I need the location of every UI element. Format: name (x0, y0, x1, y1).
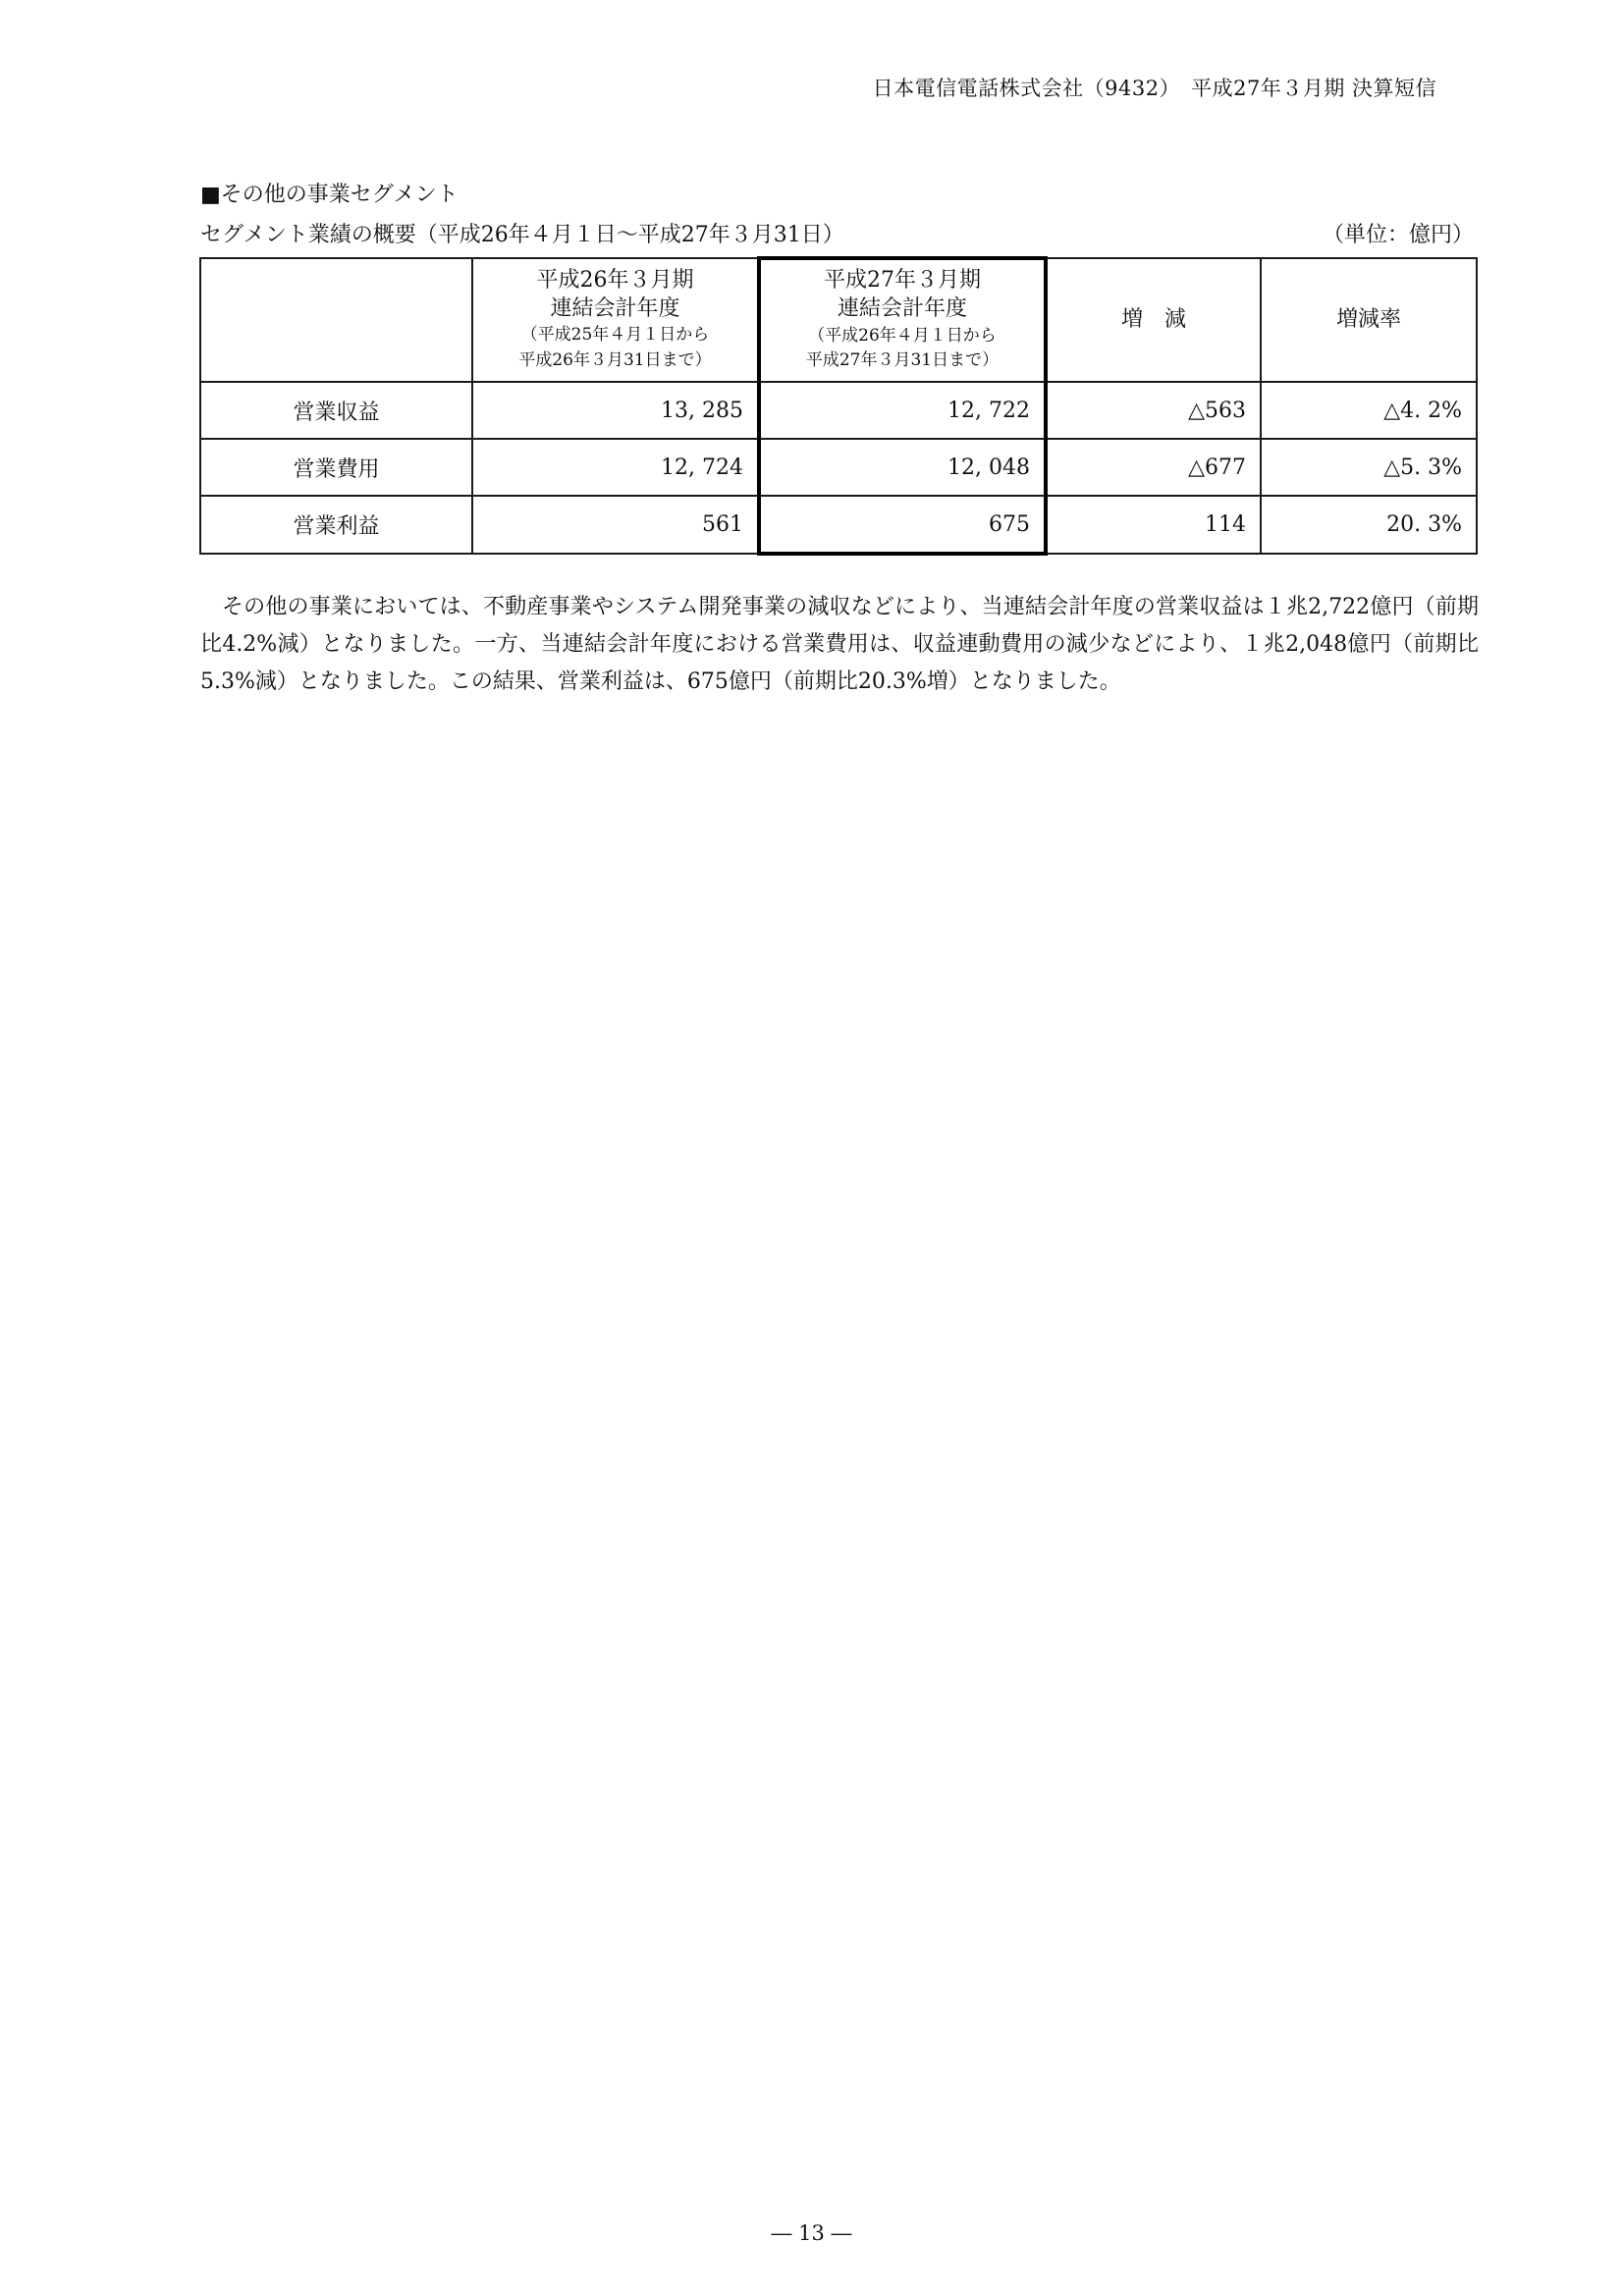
page-number: ― 13 ― (771, 2221, 852, 2245)
segment-results-table (199, 256, 1478, 556)
header-current-year (759, 258, 1046, 382)
row-label: 営業収益 (200, 382, 472, 439)
document-header: 日本電信電話株式会社（9432） 平成27年３月期 決算短信 (872, 77, 1436, 100)
header-previous-year-line2: 連結会計年度 (550, 295, 680, 321)
header-current-year-line1: 平成27年３月期 (824, 268, 981, 294)
change-rate-value: 20. 3% (1261, 496, 1477, 554)
change-value: △677 (1046, 439, 1261, 496)
current-year-value: 12, 048 (759, 439, 1046, 496)
row-label: 営業費用 (200, 439, 472, 496)
header-blank (200, 258, 472, 382)
header-current-year-period-start: （平成26年４月１日から (808, 325, 997, 346)
previous-year-value: 13, 285 (472, 382, 759, 439)
previous-year-value: 561 (472, 496, 759, 554)
change-rate-value: △4. 2% (1261, 382, 1477, 439)
section-title: ■その他の事業セグメント (200, 183, 459, 207)
table-row-operating-income (200, 496, 1477, 554)
table-subtitle: セグメント業績の概要（平成26年４月１日～平成27年３月31日） (200, 223, 844, 247)
table-row-operating-expenses (200, 439, 1477, 496)
header-previous-year-line1: 平成26年３月期 (536, 267, 694, 293)
header-previous-year-period-end: 平成26年３月31日まで） (518, 349, 712, 370)
current-year-value: 12, 722 (759, 382, 1046, 439)
change-rate-value: △5. 3% (1261, 439, 1477, 496)
unit-label: （単位：億円） (1322, 223, 1474, 247)
table-header-row (200, 258, 1477, 382)
header-previous-year-period-start: （平成25年４月１日から (520, 325, 710, 346)
segment-commentary: その他の事業においては、不動産事業やシステム開発事業の減収などにより、当連結会計年度の営業収益は１兆2,722億円（前期比4.2%減）となりました。一方、当連結会計年度における営業費用は、収益連動費用の減少などにより、１兆2,048億円（前期比5.3%減）となりました。この結果、営業利益は、675億円（前期比20.3%増）となりました。 (200, 595, 1479, 694)
header-change: 増 減 (1046, 258, 1261, 382)
table-row-operating-revenue (200, 382, 1477, 439)
header-previous-year (472, 258, 759, 382)
header-current-year-line2: 連結会計年度 (837, 296, 967, 321)
header-current-year-period-end: 平成27年３月31日まで） (805, 350, 1000, 371)
row-label: 営業利益 (200, 496, 472, 554)
header-change-rate: 増減率 (1261, 258, 1477, 382)
change-value: △563 (1046, 382, 1261, 439)
current-year-value: 675 (759, 496, 1046, 554)
previous-year-value: 12, 724 (472, 439, 759, 496)
change-value: 114 (1046, 496, 1261, 554)
